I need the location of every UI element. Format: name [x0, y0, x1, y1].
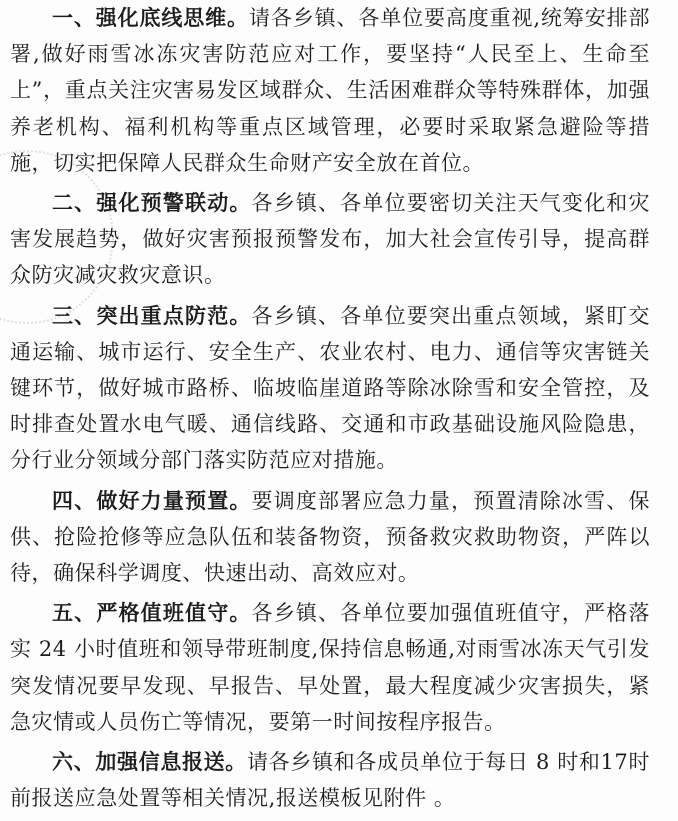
paragraph-5 — [10, 595, 650, 740]
paragraph-1-heading: 一、强化底线思维。 — [52, 5, 249, 30]
paragraph-3-text: 各乡镇、各单位要突出重点领域，紧盯交通运输、城市运行、安全生产、农业农村、电力、通信等灾害链关键环节，做好城市路桥、临坡临崖道路等除冰除雪和安全管控，及时排查处置水电气暖、通信线路、交通和市政基础设施风险隐患，分行业分领域分部门落实防范应对措施。 — [10, 303, 650, 473]
paragraph-2 — [10, 185, 650, 294]
document-body — [10, 0, 650, 820]
paragraph-4 — [10, 483, 650, 592]
paragraph-2-heading: 二、强化预警联动。 — [52, 190, 252, 216]
paragraph-3-heading: 三、突出重点防范。 — [52, 302, 252, 328]
paragraph-5-heading: 五、严格值班值守。 — [52, 600, 252, 626]
paragraph-6-text: 请各乡镇和各成员单位于每日 8 时和17时前报送应急处置等相关情况,报送模板见附件 。 — [10, 750, 651, 811]
paragraph-1 — [10, 0, 650, 181]
paragraph-3 — [10, 298, 650, 479]
paragraph-1-text: 请各乡镇、各单位要高度重视,统筹安排部署,做好雨雪冰冻灾害防范应对工作，要坚持“人民至上、生命至上”，重点关注灾害易发区域群众、生活困难群众等特殊群体，加强养老机构、福利机构等重点区域管理，必要时采取紧急避险等措施，切实把保障人民群众生命财产安全放在首位。 — [10, 6, 651, 175]
paragraph-2-text: 各乡镇、各单位要密切关注天气变化和灾害发展趋势，做好灾害预报预警发布，加大社会宣传引导，提高群众防灾减灾救灾意识。 — [10, 191, 650, 288]
paragraph-6 — [10, 744, 650, 816]
paragraph-4-text: 要调度部署应急力量，预置清除冰雪、保供、抢险抢修等应急队伍和装备物资，预备救灾救助物资，严阵以待，确保科学调度、快速出动、高效应对。 — [10, 488, 650, 586]
paragraph-4-heading: 四、做好力量预置。 — [52, 487, 252, 513]
paragraph-5-text: 各乡镇、各单位要加强值班值守，严格落实 24 小时值班和领导带班制度,保持信息畅通,对雨雪冰冻天气引发突发情况要早发现、早报告、早处置，最大程度减少灾害损失，紧急灾情或人员伤亡等情况，要第一时间按程序报告。 — [10, 601, 650, 734]
paragraph-6-heading: 六、加强信息报送。 — [52, 749, 247, 775]
